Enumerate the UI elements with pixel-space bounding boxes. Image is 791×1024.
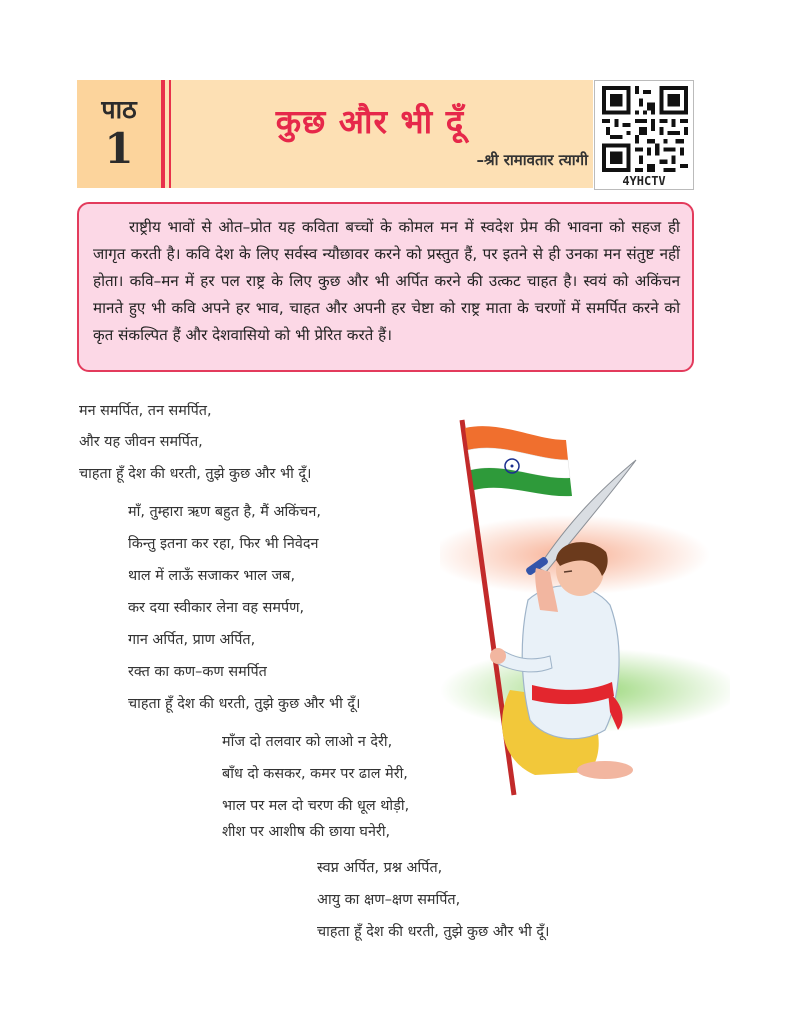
poem-line: चाहता हूँ देश की धरती, तुझे कुछ और भी दूँ। <box>128 696 361 712</box>
intro-box <box>77 202 694 372</box>
header-divider <box>169 80 171 188</box>
boy-eye <box>564 571 572 572</box>
poem-line: किन्तु इतना कर रहा, फिर भी निवेदन <box>128 536 319 552</box>
qr-code[interactable] <box>594 80 694 190</box>
poem-line: आयु का क्षण–क्षण समर्पित, <box>317 892 461 908</box>
poem-line: माँज दो तलवार को लाओ न देरी, <box>222 734 393 750</box>
boy-hand <box>490 648 506 664</box>
lesson-word: पाठ <box>101 95 137 124</box>
poem-line: थाल में लाऊँ सजाकर भाल जब, <box>128 568 296 584</box>
poem-line: और यह जीवन समर्पित, <box>79 434 203 450</box>
author-name: –श्री रामावतार त्यागी <box>476 151 588 169</box>
boy-foot <box>577 761 633 779</box>
poem-line: माँ, तुम्हारा ऋण बहुत है, मैं अकिंचन, <box>128 504 321 520</box>
intro-text: राष्ट्रीय भावों से ओत–प्रोत यह कविता बच्चों के कोमल मन में स्वदेश प्रेम की भावना को सहज ही जागृत करती है। कवि देश के लिए सर्वस्व न्यौछावर करने को प्रस्तुत हैं, पर इतने से ही उनका मन संतुष्ट नहीं होता। कवि–मन में हर पल राष्ट्र के लिए कुछ और भी अर्पित करने की उत्कट चाहत है। स्वयं को अकिंचन मानते हुए भी कवि अपने हर भाव, चाहत और अपनी हर चेष्टा को राष्ट्र माता के चरणों में समर्पित करने को कृत संकल्पित हैं और देशवासियो को भी प्रेरित करते हैं। <box>93 218 680 344</box>
poem-line: बाँध दो कसकर, कमर पर ढाल मेरी, <box>222 766 408 782</box>
page-title: कुछ और भी दूँ <box>275 102 465 141</box>
poem-line: शीश पर आशीष की छाया घनेरी, <box>222 824 391 840</box>
qr-code-icon <box>602 86 688 172</box>
lesson-label-box <box>77 80 165 188</box>
poem-line: कर दया स्वीकार लेना वह समर्पण, <box>128 600 305 616</box>
indian-flag-icon <box>465 426 572 496</box>
qr-code-label: 4YHCTV <box>622 174 666 188</box>
poem-line: गान अर्पित, प्राण अर्पित, <box>128 632 256 648</box>
lesson-number: 1 <box>104 124 134 173</box>
poem-line: रक्त का कण–कण समर्पित <box>128 664 267 680</box>
poem-line: चाहता हूँ देश की धरती, तुझे कुछ और भी दूँ। <box>79 466 312 482</box>
poem-line: भाल पर मल दो चरण की धूल थोड़ी, <box>222 798 410 814</box>
poem-line: स्वप्न अर्पित, प्रश्न अर्पित, <box>317 860 443 876</box>
poem-line: चाहता हूँ देश की धरती, तुझे कुछ और भी दूँ। <box>317 924 550 940</box>
poem-line: मन समर्पित, तन समर्पित, <box>79 403 212 419</box>
boy-with-flag-illustration <box>440 400 730 800</box>
